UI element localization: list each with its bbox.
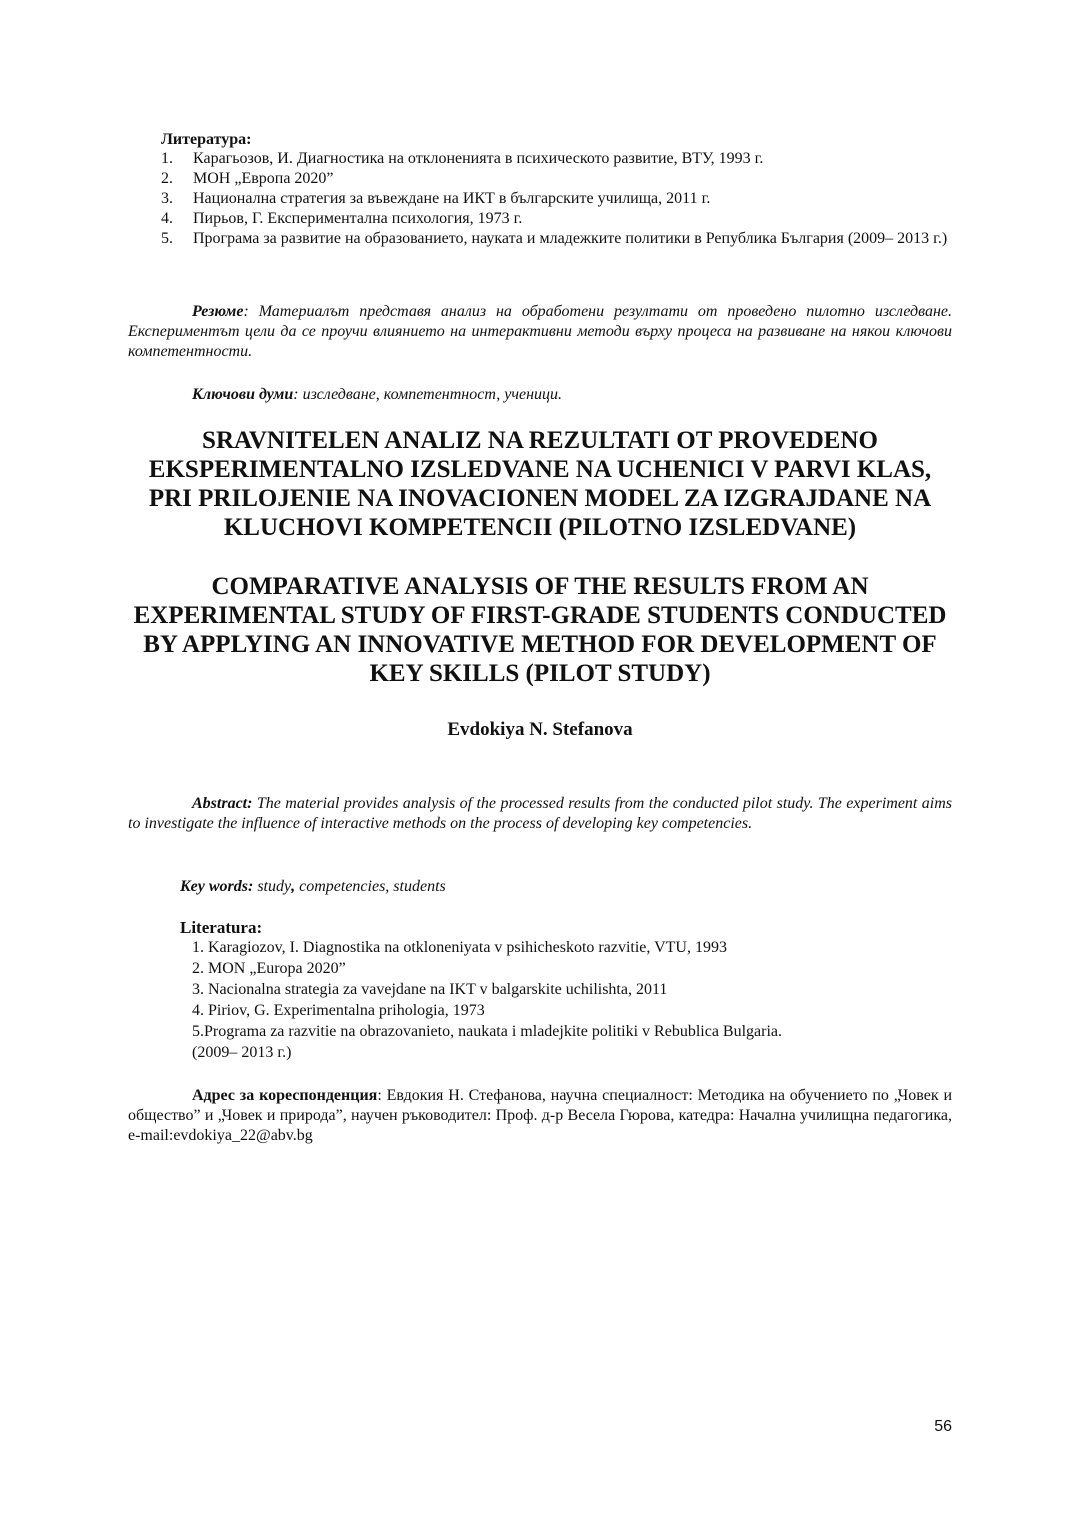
bg-literature-title: Литература: — [161, 131, 252, 148]
bg-keywords-text: : изследване, компетентност, ученици. — [293, 386, 563, 403]
bg-literature-list — [128, 149, 952, 249]
list-item: 5.Programa za razvitie na obrazovanieto, naukata i mladejkite politiki v Rebublica Bulgaria. — [192, 1023, 783, 1040]
bg-summary-label: Резюме — [192, 303, 244, 320]
lat-literature-list — [128, 937, 952, 1063]
bg-summary — [128, 302, 952, 362]
list-item: 2. МОН „Европа 2020” — [161, 170, 334, 187]
bg-keywords-label: Ключови думи — [192, 386, 294, 403]
bg-literature — [128, 130, 952, 249]
abstract-label: Abstract: — [192, 795, 253, 812]
page-number: 56 — [934, 1418, 952, 1435]
list-item: 4. Пирьов, Г. Експериментална психология, 1973 г. — [161, 210, 523, 227]
list-item: 5. Програма за развитие на образованието, науката и младежките политики в Република България (2009– 2013 г.) — [161, 230, 948, 247]
en-keywords: Key words: study, competencies, students — [180, 878, 446, 895]
correspondence-address — [128, 1086, 952, 1146]
title-english: COMPARATIVE ANALYSIS OF THE RESULTS FROM AN EXPERIMENTAL STUDY OF FIRST-GRADE STUDENTS CONDUCTED BY APPLYING AN INNOVATIVE METHOD FOR DEVELOPMENT OF KEY SKILLS (PILOT STUDY) — [133, 573, 947, 687]
list-item: 3. Национална стратегия за въвеждане на ИКТ в българските училища, 2011 г. — [161, 190, 711, 207]
bg-keywords — [128, 385, 1016, 405]
lat-literature — [128, 918, 952, 1063]
list-item: 1. Karagiozov, I. Diagnostika na otkloneniyata v psihicheskoto razvitie, VTU, 1993 — [192, 939, 727, 956]
author-name: Evdokiya N. Stefanova — [447, 719, 633, 740]
en-keywords-label: Key words: — [180, 878, 254, 895]
list-item: 3. Nacionalna strategia za vavejdane na IKT v balgarskite uchilishta, 2011 — [192, 981, 668, 998]
list-item: (2009– 2013 г.) — [192, 1044, 292, 1061]
lat-literature-title: Literatura: — [180, 918, 263, 937]
list-item: 2. MON „Europa 2020” — [192, 960, 346, 977]
address-text: : Евдокия Н. Стефанова, научна специалност: Методика на обучението по „Човек и общество” и „Човек и природа”, научен ръководител: Проф. д-р Весела Гюрова, катедра: Начална училищна педагогика, e-mail:evdokiya_22@abv.bg — [128, 1087, 953, 1144]
list-item: 1. Карагьозов, И. Диагностика на отклоненията в психическото развитие, ВТУ, 1993 г. — [161, 150, 764, 167]
address-label: Адрес за кореспонденция — [192, 1087, 378, 1104]
bg-summary-text: : Материалът представя анализ на обработени резултати от проведено пилотно изследване. Експериментът цели да се проучи влиянието на интерактивни методи върху процеса на развиване на някои ключови компетентности. — [128, 303, 952, 360]
title-transliterated: SRAVNITELEN ANALIZ NA REZULTATI OT PROVEDENO EKSPERIMENTALNO IZSLEDVANE NA UCHENICI V PARVI KLAS, PRI PRILOJENIE NA INOVACIONEN MODEL ZA IZGRAJDANE NA KLUCHOVI KOMPETENCII (PILOTNO IZSLEDVANE) — [148, 427, 932, 541]
list-item: 4. Piriov, G. Experimentalna prihologia, 1973 — [192, 1002, 485, 1019]
abstract — [128, 794, 952, 834]
abstract-text: The material provides analysis of the processed results from the conducted pilot study. The experiment aims to investigate the influence of interactive methods on the process of developing key competencies. — [128, 795, 952, 832]
